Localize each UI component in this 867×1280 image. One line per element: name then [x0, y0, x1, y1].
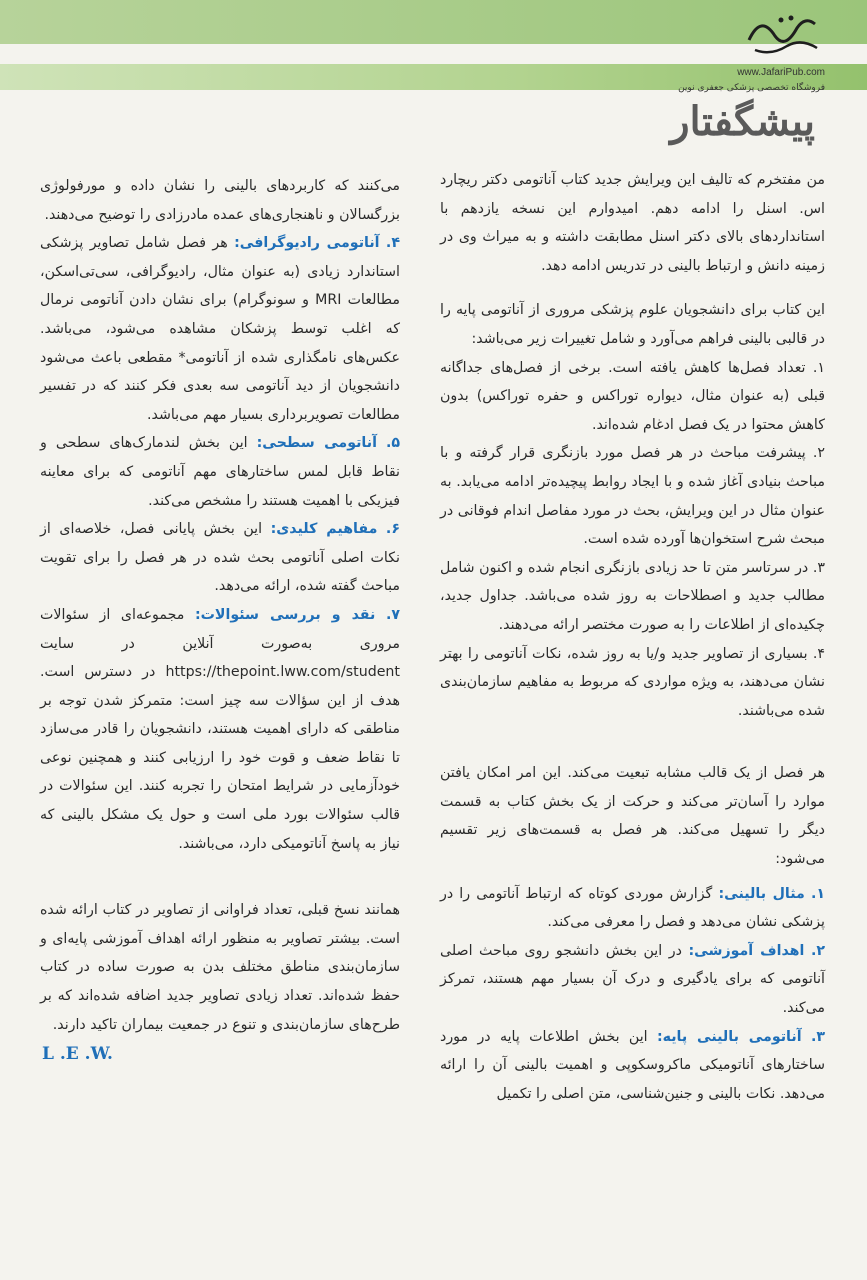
item-number: ۳.: [812, 559, 825, 576]
item-text: بسیاری از تصاویر جدید و/یا به روز شده، نکات آناتومی را بهتر نشان می‌دهند، به ویژه مواردی که مربوط به مفاهیم سازمان‌بندی شده می‌باشند.: [440, 645, 825, 719]
signature: L .E .W.: [42, 1044, 113, 1064]
right-column: [440, 166, 825, 1108]
item-text: این بخش اطلاعات پایه در مورد ساختارهای آناتومیکی ماکروسکوپی و اهمیت بالینی آن را ارائه می‌دهد. نکات بالینی و جنین‌شناسی، متن اصلی را تکمیل: [440, 1028, 825, 1102]
item-number: ۳.: [810, 1028, 825, 1045]
item-text: پیشرفت مباحث در هر فصل مورد بازنگری قرار گرفته و با مباحث بنیادی آغاز شده و با ایجاد روابط پیچیده‌تر ادامه می‌یابد. به عنوان مثال در این ویرایش، بحث در مورد مفاصل اندام فوقانی در مبحث شرح استخوان‌ها آورده شده است.: [440, 445, 825, 548]
item-text: تعداد فصل‌ها کاهش یافته است. برخی از فصل‌های جداگانه قبلی (به عنوان مثال، دیواره توراکس و حفره توراکس) بدون کاهش محتوا در یک فصل ادغام شده‌اند.: [440, 359, 825, 433]
section-heading: اهداف آموزشی:: [688, 942, 805, 959]
section-item: [40, 229, 400, 429]
section-item: [440, 880, 825, 937]
change-item: [440, 439, 825, 553]
item-number: ۶.: [385, 521, 400, 538]
item-number: ۲.: [812, 445, 825, 462]
closing-paragraph: همانند نسخ قبلی، تعداد فراوانی از تصاویر در کتاب ارائه شده است. بیشتر تصاویر به منظور ارائه اهداف آموزشی پایه‌ای و سازمان‌بندی مناطق مختلف بدن به صورت ساده در کتاب حفظ شده‌اند. تعداد زیادی تصاویر جدید اضافه شده‌اند که بر طرح‌های سازمان‌بندی و تنوع در جمعیت بیماران تاکید دارند.: [40, 902, 400, 1033]
format-paragraph: هر فصل از یک قالب مشابه تبعیت می‌کند. این امر امکان یافتن موارد را آسان‌تر می‌کند و حرکت از یک بخش کتاب به قسمت دیگر را تسهیل می‌کند. هر فصل به قسمت‌های زیر تقسیم می‌شود:: [440, 765, 825, 868]
header-top-band: [0, 0, 867, 44]
continuation-text: می‌کنند که کاربردهای بالینی را نشان داده و مورفولوژی بزرگسالان و ناهنجاری‌های عمده مادرزادی را توضیح می‌دهند.: [40, 178, 400, 223]
left-column: [40, 172, 400, 1055]
section-heading: آناتومی بالینی پایه:: [656, 1028, 802, 1045]
page-title: پیشگفتار: [670, 98, 815, 145]
item-text: در دسترس است. هدف از این سؤالات سه چیز است: متمرکز شدن توجه بر مناطقی که دارای اهمیت هستند، دانشجویان را قادر می‌سازد تا نقاط ضعف و قوت خود را ارزیابی کنند و همچنین نوعی خودآزمایی در شرایط امتحان را تجربه کنند. این سئوالات در قالب سئوالات بورد ملی است و حول یک مشکل بالینی که نیاز به پاسخ آناتومیکی دارد، می‌باشند.: [40, 664, 400, 852]
item-text: در این بخش دانشجو روی مباحث اصلی آناتومی که برای یادگیری و درک آن بسیار مهم هستند، تمرکز می‌کند.: [440, 942, 825, 1017]
item-text: این بخش پایانی فصل، خلاصه‌ای از نکات اصلی آناتومی بحث شده در هر فصل را برای تقویت مباحث گفته شده، ارائه می‌دهد.: [40, 521, 400, 595]
change-item: [440, 554, 825, 640]
section-heading: مثال بالینی:: [718, 885, 805, 902]
section-item: [440, 1023, 825, 1109]
section-heading: نقد و بررسی سئوالات:: [194, 606, 376, 623]
item-text: مجموعه‌ای از سئوالات مروری به‌صورت آنلاین در سایت: [40, 606, 400, 652]
section-item: [40, 515, 400, 601]
section-heading: آناتومی رادیوگرافی:: [234, 235, 380, 252]
change-item: [440, 640, 825, 726]
header-gap: [0, 44, 867, 64]
item-number: ۱.: [810, 885, 826, 902]
section-heading: آناتومی سطحی:: [256, 435, 377, 452]
item-text: این بخش لندمارک‌های سطحی و نقاط قابل لمس ساختارهای مهم آناتومی که برای معاینه فیزیکی با اهمیت هستند را مشخص می‌کند.: [40, 435, 400, 509]
item-text: گزارش موردی کوتاه که ارتباط آناتومی را در پزشکی نشان می‌دهد و فصل را معرفی می‌کند.: [440, 885, 825, 931]
section-item: [40, 429, 400, 515]
changes-intro: این کتاب برای دانشجویان علوم پزشکی مروری از آناتومی پایه را در قالبی بالینی فراهم می‌آورد و شامل تغییرات زیر می‌باشد:: [440, 302, 825, 347]
item-number: ۴.: [385, 235, 400, 252]
item-number: ۱.: [812, 359, 826, 376]
item-number: ۵.: [385, 435, 401, 452]
item-number: ۴.: [812, 645, 825, 662]
item-text: در سرتاسر متن تا حد زیادی بازنگری انجام شده و اکنون شامل مطالب جدید و اصطلاحات به روز شده می‌باشد. جداول جدید، چکیده‌ای از اطلاعات را به صورت مختصر ارائه می‌دهند.: [440, 559, 825, 633]
section-item: [440, 937, 825, 1023]
review-questions-link[interactable]: https://thepoint.lww.com/student: [165, 664, 400, 681]
section-heading: مفاهیم کلیدی:: [270, 521, 378, 538]
item-text: هر فصل شامل تصاویر پزشکی استاندارد زیادی (به عنوان مثال، رادیوگرافی، سی‌تی‌اسکن، مطالعات MRI و سونوگرام) برای نشان دادن آناتومی نرمال که اغلب توسط پزشکان مشاهده می‌شود، می‌باشد. عکس‌های نامگذاری شده از آناتومی* مقطعی باعث می‌شود دانشجویان از دید آناتومی سه بعدی فکر کنند که در تفسیر مطالعات تصویربرداری بسیار مهم می‌باشد.: [40, 235, 400, 423]
section-item: [40, 601, 400, 858]
intro-paragraph: من مفتخرم که تالیف این ویرایش جدید کتاب آناتومی دکتر ریچارد اس. اسنل را ادامه دهم. امیدوارم این نسخه یازدهم با استانداردهای بالای دکتر اسنل مطابقت داشته و به میراث وی در زمینه دانش و ارتباط بالینی در تدریس ادامه دهد.: [440, 172, 825, 274]
publisher-url[interactable]: www.JafariPub.com: [737, 67, 825, 78]
change-item: [440, 354, 825, 440]
item-number: ۲.: [810, 942, 825, 959]
publisher-name: فروشگاه تخصصی پزشکی جعفری نوین: [678, 83, 825, 93]
publisher-logo-icon: [741, 6, 823, 60]
item-number: ۷.: [385, 606, 400, 623]
